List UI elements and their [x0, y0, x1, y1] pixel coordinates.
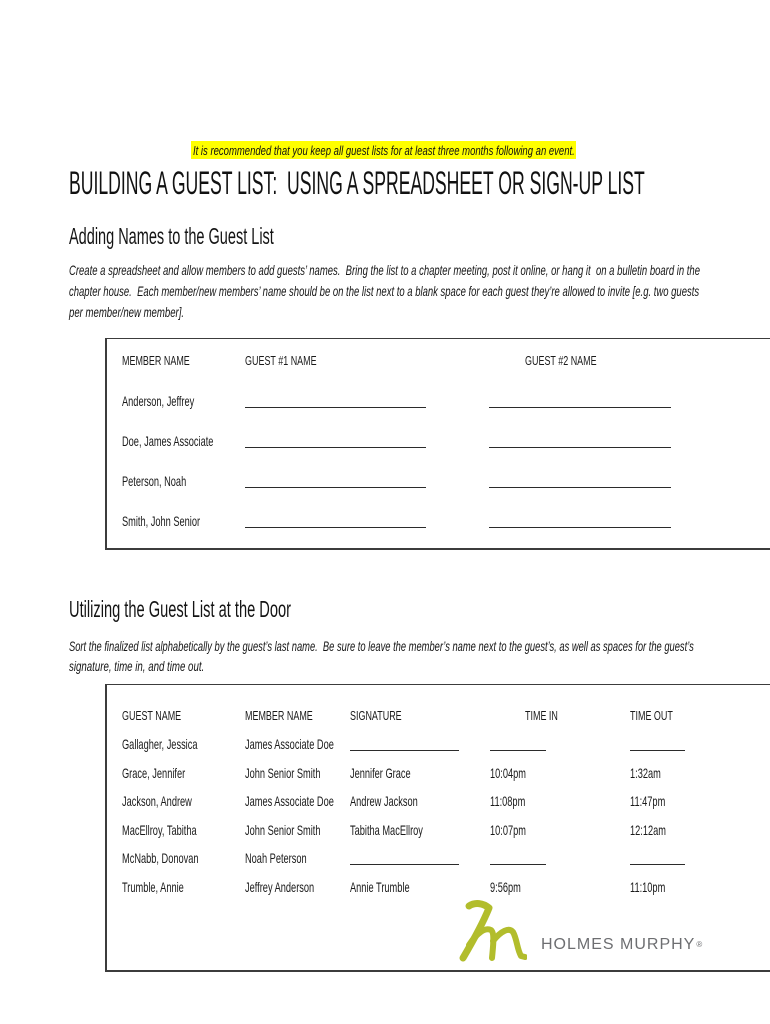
member-name-cell: Jeffrey Anderson	[245, 879, 315, 895]
signature-field: Jennifer Grace	[350, 765, 411, 781]
member-name-cell: John Senior Smith	[245, 822, 321, 838]
retention-note: It is recommended that you keep all guest lists for at least three months following an event.	[193, 143, 575, 158]
guest-2-field-blank-line	[489, 407, 671, 408]
signature-field: Tabitha MacEllroy	[350, 822, 423, 838]
guest-1-field-blank-line	[245, 447, 426, 448]
member-name-cell: Doe, James Associate	[122, 433, 214, 449]
section1-paragraph-line: Create a spreadsheet and allow members to add guests’ names. Bring the list to a chapter meeting, post it online, or hang it on a bulletin board in the	[69, 262, 700, 278]
member-name-cell: James Associate Doe	[245, 793, 334, 809]
time-in-field-blank-line	[490, 864, 546, 865]
guest-1-field-blank-line	[245, 407, 426, 408]
time-out-field-blank-line	[630, 864, 685, 865]
time-out-field-blank-line	[630, 750, 685, 751]
column-header: TIME IN	[525, 707, 558, 723]
time-in-field: 10:07pm	[490, 822, 526, 838]
section2-paragraph-line: Sort the finalized list alphabetically by the guest’s last name. Be sure to leave the member’s name next to the guest’s, as well as spaces for the guest’s	[69, 638, 694, 654]
guest-2-field-blank-line	[489, 487, 671, 488]
section2-paragraph-line: signature, time in, and time out.	[69, 658, 205, 674]
brand-wordmark	[541, 937, 702, 953]
guest-name-cell: Trumble, Annie	[122, 879, 184, 895]
section1-paragraph-line: chapter house. Each member/new members’ name should be on the list next to a blank space for each guest they’re allowed to invite [e.g. two guests	[69, 283, 700, 299]
holmes-murphy-m-logo-icon	[455, 899, 527, 963]
time-in-field-blank-line	[490, 750, 546, 751]
guest-1-field-blank-line	[245, 487, 426, 488]
column-header: SIGNATURE	[350, 707, 402, 723]
time-out-field: 11:47pm	[630, 793, 666, 809]
time-out-field: 12:12am	[630, 822, 666, 838]
guest-2-field-blank-line	[489, 447, 671, 448]
member-name-cell: Smith, John Senior	[122, 513, 201, 529]
member-name-cell: Anderson, Jeffrey	[122, 393, 195, 409]
member-name-cell: Peterson, Noah	[122, 473, 187, 489]
member-name-cell: James Associate Doe	[245, 736, 334, 752]
column-header: MEMBER NAME	[245, 707, 313, 723]
column-header: MEMBER NAME	[122, 352, 190, 368]
time-in-field: 9:56pm	[490, 879, 521, 895]
signature-field: Annie Trumble	[350, 879, 410, 895]
guest-name-cell: Gallagher, Jessica	[122, 736, 198, 752]
guest-2-field-blank-line	[489, 527, 671, 528]
column-header: GUEST #1 NAME	[245, 352, 317, 368]
member-name-cell: John Senior Smith	[245, 765, 321, 781]
time-in-field: 11:08pm	[490, 793, 526, 809]
column-header: GUEST #2 NAME	[525, 352, 597, 368]
time-out-field: 11:10pm	[630, 879, 666, 895]
door-sign-in-table	[105, 684, 770, 972]
signature-field: Andrew Jackson	[350, 793, 418, 809]
column-header: TIME OUT	[630, 707, 673, 723]
guest-name-cell: McNabb, Donovan	[122, 850, 199, 866]
section1-paragraph-line: per member/new member].	[69, 304, 185, 320]
time-out-field: 1:32am	[630, 765, 661, 781]
page-title: BUILDING A GUEST LIST: USING A SPREADSHEET OR SIGN-UP LIST	[69, 165, 645, 201]
section-heading-guest-list-at-door: Utilizing the Guest List at the Door	[69, 596, 291, 622]
section-heading-adding-names: Adding Names to the Guest List	[69, 223, 274, 249]
member-name-cell: Noah Peterson	[245, 850, 307, 866]
registered-mark: ®	[696, 940, 703, 949]
guest-name-cell: MacEllroy, Tabitha	[122, 822, 197, 838]
guest-name-cell: Grace, Jennifer	[122, 765, 186, 781]
guest-name-cell: Jackson, Andrew	[122, 793, 192, 809]
brand-name: HOLMES MURPHY	[541, 936, 696, 953]
signature-field-blank-line	[350, 750, 459, 751]
column-header: GUEST NAME	[122, 707, 182, 723]
signature-field-blank-line	[350, 864, 459, 865]
time-in-field: 10:04pm	[490, 765, 526, 781]
guest-1-field-blank-line	[245, 527, 426, 528]
